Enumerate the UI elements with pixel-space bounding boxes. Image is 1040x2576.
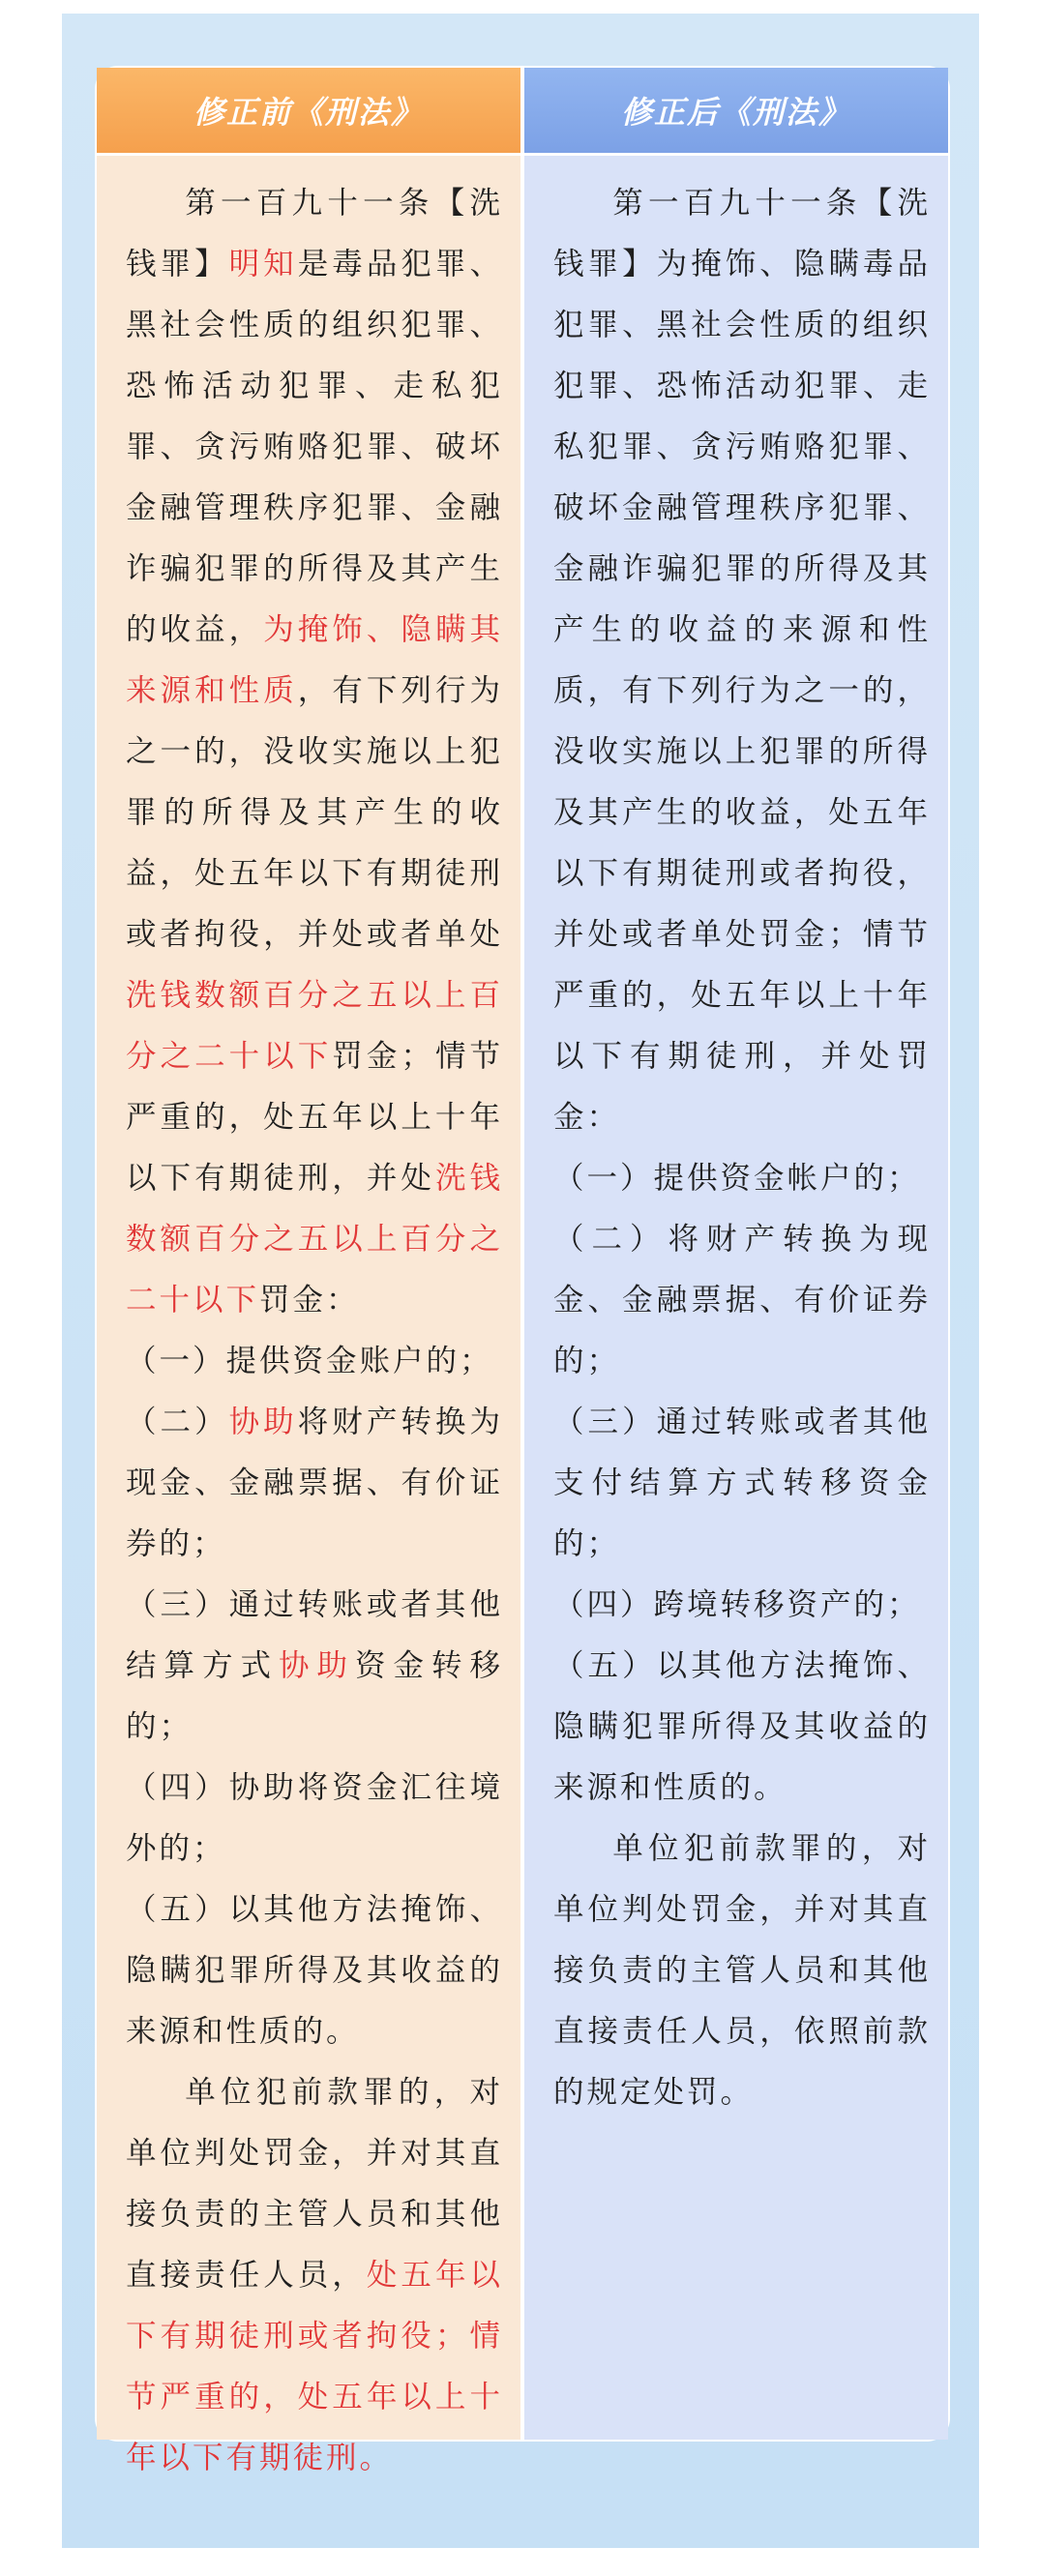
highlighted-text: 明知 xyxy=(228,247,298,281)
highlighted-text: 为掩饰、隐瞒其来源和性质 xyxy=(126,612,503,708)
article-text: 将财产转换为现金、金融票据、有价证券的； （三）通过转账或者其他结算方式 xyxy=(126,1405,503,1683)
highlighted-text: 协助 xyxy=(278,1648,355,1683)
after-header: 修正后《刑法》 xyxy=(524,68,948,153)
before-article-text xyxy=(97,156,520,2489)
article-text: 资金转移的； （四）协助将资金汇往境外的； （五）以其他方法掩饰、隐瞒犯罪所得及其收益的来源和性质的。 单位犯前款罪的，对单位判处罚金，并对其直接负责的主管人员和其他直接责任人员， xyxy=(126,1648,503,2293)
after-article-text xyxy=(524,156,948,2123)
article-text: 是毒品犯罪、黑社会性质的组织犯罪、恐怖活动犯罪、走私犯罪、贪污贿赂犯罪、破坏金融管理秩序犯罪、金融诈骗犯罪的所得及其产生的收益， xyxy=(126,247,503,647)
before-column xyxy=(97,68,520,2475)
article-text: ，有下列行为之一的，没收实施以上犯罪的所得及其产生的收益，处五年以下有期徒刑或者拘役，并处或者单处 xyxy=(126,673,503,952)
article-text: 第一百九十一条【洗钱罪】为掩饰、隐瞒毒品犯罪、黑社会性质的组织犯罪、恐怖活动犯罪、走私犯罪、贪污贿赂犯罪、破坏金融管理秩序犯罪、金融诈骗犯罪的所得及其产生的收益的来源和性质，有下列行为之一的，没收实施以上犯罪的所得及其产生的收益，处五年以下有期徒刑或者拘役，并处或者单处罚金；情节严重的，处五年以上十年以下有期徒刑，并处罚金： （一）提供资金帐户的； （二）将财产转换为现金、金融票据、有价证券的； （三）通过转账或者其他支付结算方式转移资金的； （四）跨境转移资产的； （五）以其他方法掩饰、隐瞒犯罪所得及其收益的来源和性质的。 单位犯前款罪的，对单位判处罚金，并对其直接负责的主管人员和其他直接责任人员，依照前款的规定处罚。 xyxy=(553,186,931,2110)
highlighted-text: 洗钱数额百分之五以上百分之二十以下 xyxy=(126,978,503,1074)
highlighted-text: 处五年以下有期徒刑或者拘役；情节严重的，处五年以上十年以下有期徒刑。 xyxy=(126,2258,503,2475)
highlighted-text: 协助 xyxy=(228,1405,298,1439)
article-text: 罚金；情节严重的，处五年以上十年以下有期徒刑，并处 xyxy=(126,1039,503,1196)
article-text: 第一百九十一条【洗钱罪】 xyxy=(126,186,503,281)
article-text: 罚金： （一）提供资金账户的； （二） xyxy=(126,1283,493,1439)
comparison-table xyxy=(97,68,948,2475)
after-column xyxy=(524,68,948,2440)
highlighted-text: 洗钱数额百分之五以上百分之二十以下 xyxy=(126,1161,503,1318)
before-header: 修正前《刑法》 xyxy=(97,68,520,153)
